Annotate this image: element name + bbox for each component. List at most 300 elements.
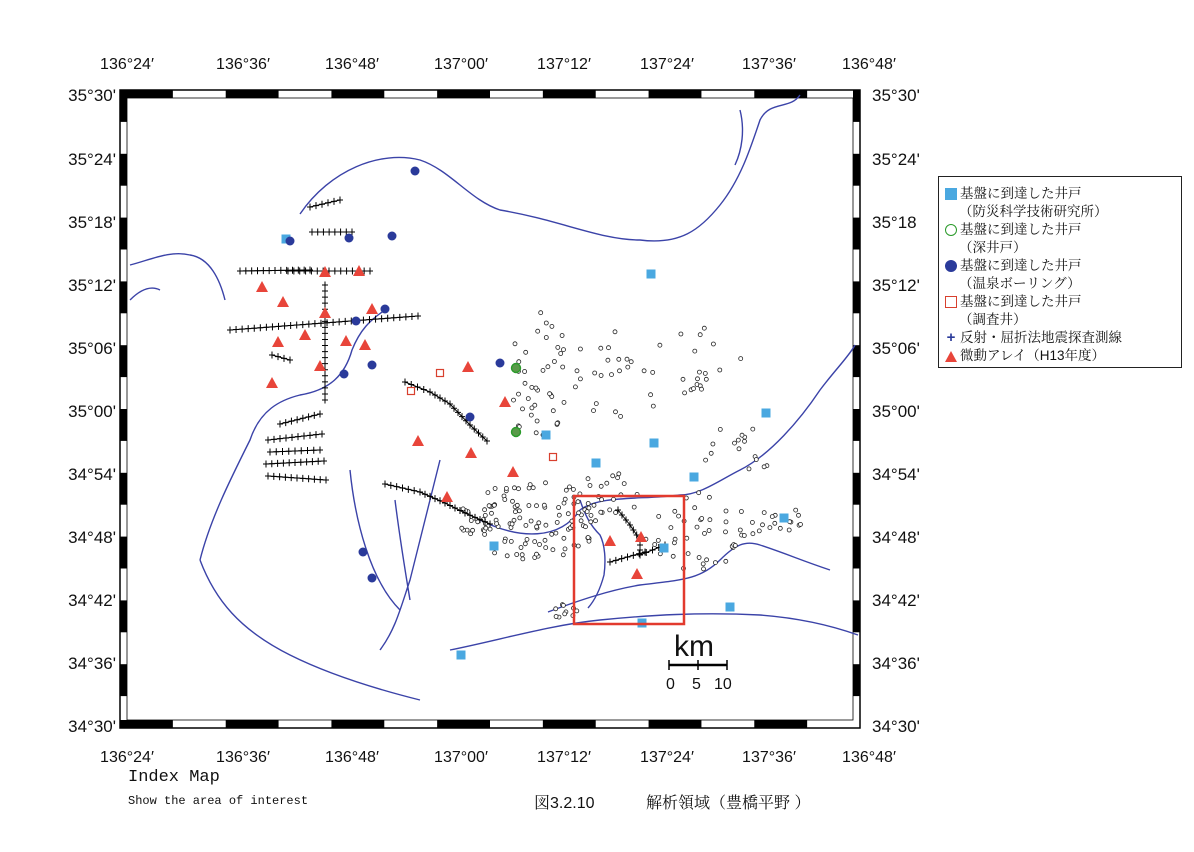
borehole-dot	[751, 532, 755, 536]
borehole-dot	[705, 558, 709, 562]
coastline-segment	[350, 470, 400, 610]
legend-label: 基盤に到達した井戸	[960, 294, 1082, 309]
microtremor-array-marker	[462, 361, 474, 372]
left-latitude-label: 34°30'	[68, 717, 116, 736]
borehole-dot	[535, 419, 539, 423]
borehole-dot	[681, 377, 685, 381]
frame-bar-segment	[120, 600, 127, 632]
legend-row-hot-spring-well	[945, 257, 1175, 275]
borehole-dot	[555, 520, 559, 524]
borehole-dot	[649, 393, 653, 397]
survey-line	[385, 484, 490, 524]
microtremor-array-marker	[499, 396, 511, 407]
frame-bar-segment	[331, 90, 384, 98]
borehole-dot	[700, 387, 704, 391]
borehole-dot	[751, 427, 755, 431]
bottom-longitude-label: 136°36′	[216, 749, 270, 766]
survey-tick	[403, 313, 409, 320]
borehole-dot	[619, 414, 623, 418]
frame-bar-segment	[649, 90, 702, 98]
borehole-dot	[794, 508, 798, 512]
survey-tick	[360, 317, 366, 324]
nied-well-marker	[490, 542, 499, 551]
hot-spring-well-marker	[359, 548, 368, 557]
borehole-dot	[762, 511, 766, 515]
borehole-dot	[683, 391, 687, 395]
borehole-dot	[586, 502, 590, 506]
survey-tick	[322, 288, 328, 295]
borehole-dot	[693, 349, 697, 353]
survey-tick	[280, 448, 286, 455]
borehole-dot	[573, 385, 577, 389]
legend-sublabel: （深井戸）	[959, 240, 1027, 255]
borehole-dot	[543, 538, 547, 542]
well-markers	[256, 167, 789, 660]
survey-tick	[271, 473, 277, 480]
survey-tick	[307, 267, 313, 274]
survey-tick	[294, 322, 300, 329]
borehole-dot	[657, 514, 661, 518]
survey-tick	[625, 554, 631, 561]
borehole-dot	[599, 484, 603, 488]
legend-label: 基盤に到達した井戸	[960, 258, 1082, 273]
borehole-dot	[599, 374, 603, 378]
top-longitude-label: 137°12′	[537, 56, 591, 73]
borehole-dot	[747, 467, 751, 471]
survey-tick	[277, 435, 283, 442]
frame-bar-segment	[853, 409, 860, 441]
survey-tick	[619, 555, 625, 562]
borehole-dot	[563, 497, 567, 501]
borehole-dot	[544, 523, 548, 527]
borehole-dot	[544, 321, 548, 325]
bottom-longitude-label: 136°24′	[100, 749, 154, 766]
borehole-dot	[537, 521, 541, 525]
frame-bar-segment	[120, 409, 127, 441]
survey-tick	[322, 336, 328, 343]
survey-tick	[265, 473, 271, 480]
borehole-dot	[493, 551, 497, 555]
survey-tick	[295, 433, 301, 440]
borehole-dot	[469, 519, 473, 523]
microtremor-array-marker	[314, 360, 326, 371]
coastline-segment	[380, 460, 440, 650]
survey-tick	[322, 300, 328, 307]
left-latitude-label: 35°12'	[68, 276, 116, 295]
borehole-dot	[562, 348, 566, 352]
survey-tick	[337, 197, 343, 204]
survey-tick	[243, 267, 249, 274]
survey-tick	[415, 384, 421, 391]
borehole-dot	[616, 476, 620, 480]
bottom-longitude-label: 137°12′	[537, 749, 591, 766]
borehole-dot	[512, 398, 516, 402]
borehole-dot	[605, 481, 609, 485]
survey-tick	[394, 483, 400, 490]
borehole-dot	[550, 532, 554, 536]
survey-tick	[313, 202, 319, 209]
borehole-dot	[519, 546, 523, 550]
borehole-dot	[608, 508, 612, 512]
microtremor-array-marker	[272, 336, 284, 347]
borehole-dot	[702, 326, 706, 330]
survey-tick	[650, 547, 656, 554]
survey-tick	[330, 319, 336, 326]
survey-tick	[322, 348, 328, 355]
frame-bar-segment	[649, 720, 702, 728]
microtremor-array-marker	[256, 281, 268, 292]
borehole-dot	[739, 357, 743, 361]
survey-tick	[306, 321, 312, 328]
borehole-dot	[711, 442, 715, 446]
borehole-dot	[513, 510, 517, 514]
borehole-dot	[505, 554, 509, 558]
nied-well-marker	[780, 514, 789, 523]
borehole-dot	[799, 522, 803, 526]
survey-tick	[315, 229, 321, 236]
borehole-dot	[724, 509, 728, 513]
borehole-dot	[563, 612, 567, 616]
borehole-dot	[707, 495, 711, 499]
top-longitude-label: 136°36′	[216, 56, 270, 73]
survey-tick	[280, 460, 286, 467]
survey-tick	[263, 461, 269, 468]
figure-number: 図3.2.10	[534, 795, 595, 812]
survey-tick	[607, 559, 613, 566]
borehole-dot	[535, 525, 539, 529]
borehole-dot	[600, 498, 604, 502]
borehole-dot	[503, 539, 507, 543]
survey-tick	[245, 325, 251, 332]
hot-spring-well-marker	[345, 234, 354, 243]
hot-spring-well-marker	[286, 237, 295, 246]
nied-well-marker	[542, 431, 551, 440]
borehole-dot	[588, 484, 592, 488]
borehole-dot	[566, 512, 570, 516]
frame-bar-segment	[437, 720, 490, 728]
borehole-dot	[773, 521, 777, 525]
borehole-dot	[521, 407, 525, 411]
survey-tick	[322, 294, 328, 301]
survey-tick	[421, 386, 427, 393]
survey-tick	[304, 458, 310, 465]
caption-subtitle: Show the area of interest	[128, 794, 309, 808]
survey-tick	[291, 268, 297, 275]
borehole-dot	[787, 528, 791, 532]
frame-bar-segment	[120, 537, 127, 569]
borehole-dot	[669, 526, 673, 530]
legend-sublabel: （防災科学技術研究所）	[959, 204, 1108, 219]
survey-tick	[315, 458, 321, 465]
top-longitude-label: 137°00′	[434, 56, 488, 73]
borehole-dot	[524, 523, 528, 527]
survey-tick	[269, 352, 275, 359]
frame-bar-segment	[543, 90, 596, 98]
survey-tick	[300, 321, 306, 328]
survey-tick	[326, 229, 332, 236]
borehole-dot	[578, 347, 582, 351]
borehole-dot	[561, 603, 565, 607]
borehole-dot	[513, 342, 517, 346]
microtremor-array-marker	[299, 329, 311, 340]
legend-label: 基盤に到達した井戸	[960, 186, 1082, 201]
square-outline-icon	[945, 296, 957, 308]
survey-tick	[313, 431, 319, 438]
borehole-dot	[521, 557, 525, 561]
borehole-dot	[724, 559, 728, 563]
borehole-dot	[651, 370, 655, 374]
borehole-dot	[629, 360, 633, 364]
scale-tick-label: 5	[692, 676, 701, 693]
right-latitude-label: 35°18	[872, 213, 917, 232]
map-legend	[938, 176, 1182, 368]
borehole-dot	[711, 342, 715, 346]
borehole-small-markers	[460, 311, 803, 619]
survey-tick	[322, 397, 328, 404]
borehole-dot	[561, 365, 565, 369]
top-longitude-label: 136°48′	[325, 56, 379, 73]
hot-spring-well-marker	[352, 317, 361, 326]
right-latitude-label: 35°00'	[872, 402, 920, 421]
survey-tick	[322, 342, 328, 349]
survey-tick	[400, 485, 406, 492]
frame-bar-segment	[853, 154, 860, 186]
hot-spring-well-marker	[381, 305, 390, 314]
borehole-dot	[686, 552, 690, 556]
borehole-dot	[718, 427, 722, 431]
frame-bar-segment	[120, 720, 173, 728]
survey-tick	[309, 458, 315, 465]
borehole-dot	[737, 447, 741, 451]
survey-tick	[281, 355, 287, 362]
borehole-dot	[576, 544, 580, 548]
borehole-dot	[724, 520, 728, 524]
borehole-dot	[592, 503, 596, 507]
borehole-dot	[551, 409, 555, 413]
borehole-dot	[762, 465, 766, 469]
borehole-dot	[599, 510, 603, 514]
borehole-dot	[487, 504, 491, 508]
legend-row-survey-well	[945, 293, 1175, 311]
borehole-dot	[740, 433, 744, 437]
borehole-dot	[495, 522, 499, 526]
left-latitude-label: 35°18'	[68, 213, 116, 232]
survey-tick	[292, 459, 298, 466]
borehole-dot	[594, 519, 598, 523]
borehole-dot	[592, 409, 596, 413]
right-latitude-label: 34°30'	[872, 717, 920, 736]
frame-bar-segment	[120, 154, 127, 186]
borehole-dot	[511, 499, 515, 503]
survey-tick	[405, 486, 411, 493]
borehole-dot	[671, 554, 675, 558]
survey-tick	[284, 267, 290, 274]
survey-tick	[325, 199, 331, 206]
scale-tick-label: 0	[666, 676, 675, 693]
microtremor-array-marker	[507, 466, 519, 477]
survey-tick	[397, 314, 403, 321]
right-latitude-label: 35°06'	[872, 339, 920, 358]
survey-tick	[227, 327, 233, 334]
survey-tick	[287, 357, 293, 364]
survey-tick	[288, 418, 294, 425]
survey-tick	[275, 460, 281, 467]
borehole-dot	[554, 531, 558, 535]
borehole-dot	[493, 487, 497, 491]
borehole-dot	[593, 371, 597, 375]
borehole-dot	[539, 311, 543, 315]
borehole-dot	[733, 544, 737, 548]
right-latitude-label: 34°36'	[872, 654, 920, 673]
borehole-dot	[696, 377, 700, 381]
borehole-dot	[476, 520, 480, 524]
borehole-dot	[614, 410, 618, 414]
borehole-dot	[548, 392, 552, 396]
legend-row-microtremor-array	[945, 347, 1175, 365]
survey-tick	[273, 448, 279, 455]
microtremor-array-marker	[277, 296, 289, 307]
survey-tick	[344, 268, 350, 275]
survey-tick	[239, 326, 245, 333]
borehole-dot	[557, 513, 561, 517]
borehole-dot	[613, 330, 617, 334]
survey-tick	[269, 323, 275, 330]
coastline-segment	[395, 500, 410, 600]
borehole-dot	[750, 520, 754, 524]
borehole-dot	[733, 441, 737, 445]
survey-tick	[269, 460, 275, 467]
borehole-dot	[622, 482, 626, 486]
filled-circle-icon	[945, 260, 957, 272]
borehole-dot	[653, 543, 657, 547]
borehole-dot	[554, 615, 558, 619]
borehole-dot	[606, 358, 610, 362]
survey-tick	[319, 201, 325, 208]
caption-title: Index Map	[128, 768, 220, 787]
borehole-dot	[612, 497, 616, 501]
borehole-dot	[486, 491, 490, 495]
borehole-dot	[563, 547, 567, 551]
survey-tick	[322, 330, 328, 337]
survey-tick	[257, 324, 263, 331]
borehole-dot	[697, 370, 701, 374]
borehole-dot	[642, 369, 646, 373]
borehole-dot	[490, 511, 494, 515]
borehole-dot	[515, 503, 519, 507]
survey-tick	[322, 354, 328, 361]
legend-row-seismic-line	[945, 329, 1175, 347]
bottom-longitude-label: 136°48′	[325, 749, 379, 766]
survey-tick	[263, 324, 269, 331]
borehole-dot	[770, 515, 774, 519]
borehole-dot	[517, 392, 521, 396]
frame-bar-segment	[437, 90, 490, 98]
borehole-dot	[611, 474, 615, 478]
borehole-dot	[575, 369, 579, 373]
borehole-dot	[550, 324, 554, 328]
microtremor-array-marker	[604, 535, 616, 546]
legend-label: 基盤に到達した井戸	[960, 222, 1082, 237]
survey-tick	[388, 482, 394, 489]
nied-well-marker	[647, 270, 656, 279]
left-latitude-label: 34°36'	[68, 654, 116, 673]
borehole-dot	[685, 536, 689, 540]
borehole-dot	[529, 413, 533, 417]
survey-tick	[282, 474, 288, 481]
survey-tick	[292, 448, 298, 455]
borehole-dot	[538, 543, 542, 547]
survey-tick	[311, 447, 317, 454]
borehole-dot	[658, 343, 662, 347]
survey-tick	[289, 434, 295, 441]
hot-spring-well-marker	[496, 359, 505, 368]
survey-tick	[391, 314, 397, 321]
borehole-dot	[617, 472, 621, 476]
survey-tick	[301, 433, 307, 440]
borehole-dot	[618, 369, 622, 373]
figure-title: 解析領域（豊橋平野 ）	[646, 795, 811, 812]
frame-bar-segment	[120, 90, 127, 122]
borehole-dot	[577, 511, 581, 515]
borehole-dot	[742, 534, 746, 538]
survey-line	[272, 355, 290, 360]
legend-sublabel: （温泉ボーリング）	[959, 276, 1081, 291]
hot-spring-well-marker	[388, 232, 397, 241]
borehole-dot	[560, 334, 564, 338]
borehole-dot	[656, 538, 660, 542]
survey-tick	[298, 459, 304, 466]
survey-tick	[322, 390, 328, 397]
survey-tick	[290, 267, 296, 274]
borehole-dot	[713, 561, 717, 565]
survey-tick	[283, 419, 289, 426]
borehole-dot	[702, 567, 706, 571]
borehole-dot	[535, 552, 539, 556]
survey-tick	[332, 268, 338, 275]
survey-tick	[277, 421, 283, 428]
left-latitude-label: 35°30'	[68, 86, 116, 105]
borehole-dot	[492, 503, 496, 507]
survey-tick	[411, 487, 417, 494]
borehole-dot	[575, 609, 579, 613]
survey-tick	[336, 318, 342, 325]
survey-tick	[415, 313, 421, 320]
borehole-dot	[510, 522, 514, 526]
borehole-dot	[554, 607, 558, 611]
borehole-dot	[607, 346, 611, 350]
survey-tick	[283, 435, 289, 442]
borehole-dot	[677, 514, 681, 518]
frame-bar-segment	[853, 345, 860, 377]
borehole-dot	[632, 505, 636, 509]
frame-bar-segment	[120, 90, 173, 98]
borehole-dot	[503, 498, 507, 502]
borehole-dot	[586, 536, 590, 540]
top-longitude-label: 136°24′	[100, 56, 154, 73]
frame-bar-segment	[853, 664, 860, 696]
right-latitude-label: 35°12'	[872, 276, 920, 295]
microtremor-array-marker	[631, 568, 643, 579]
survey-tick	[265, 437, 271, 444]
borehole-dot	[697, 491, 701, 495]
left-latitude-label: 35°06'	[68, 339, 116, 358]
frame-inner-border	[127, 98, 853, 720]
survey-tick	[636, 550, 642, 557]
borehole-dot	[797, 513, 801, 517]
borehole-dot	[594, 402, 598, 406]
survey-tick	[300, 415, 306, 422]
survey-tick	[323, 477, 329, 484]
